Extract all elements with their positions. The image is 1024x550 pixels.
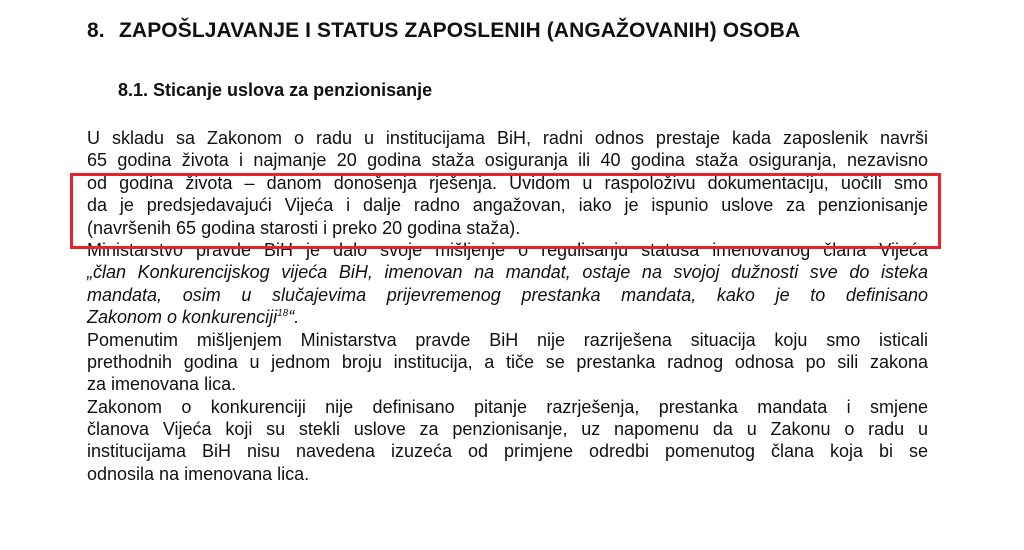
text-line: članova Vijeća koji su stekli uslove za penzionisanje, uz napomenu da u Zakonu o radu u (87, 419, 928, 440)
section-heading (87, 19, 800, 43)
footnote-ref[interactable]: 18 (277, 308, 289, 320)
text-line: institucijama BiH nisu navedena izuzeća od primjene odredbi pomenutog člana koja bi se (87, 441, 928, 462)
text-line: Pomenutim mišljenjem Ministarstva pravde BiH nije razriješena situacija koju smo isticali (87, 329, 928, 350)
text-line: U skladu sa Zakonom o radu u institucijama BiH, radni odnos prestaje kada zaposlenik navrši (87, 128, 928, 148)
text-line: prethodnih godina u jednom broju institucija, a tiče se prestanka radnog odnosa po sili zakona (87, 351, 928, 372)
text-line: Zakonom o konkurenciji nije definisano pitanje razrješenja, prestanka mandata i smjene (87, 396, 928, 417)
quote-close: “. (288, 307, 300, 328)
text-line: 65 godina života i najmanje 20 godina staža osiguranja ili 40 godina staža osiguranja, nezavisno (87, 150, 928, 171)
text-line: od godina života – danom donošenja rješenja. Uvidom u raspoloživu dokumentaciju, uočili smo (87, 172, 928, 193)
body-text (87, 127, 928, 485)
text-line: odnosila na imenovana lica. (87, 463, 310, 484)
subsection-heading: 8.1. Sticanje uslova za penzionisanje (118, 80, 433, 100)
section-number: 8. (87, 19, 105, 42)
text-line: za imenovana lica. (87, 374, 237, 395)
text-line: da je predsjedavajući Vijeća i dalje radno angažovan, iako je ispunio uslove za penzionisanje (87, 195, 928, 216)
quote-line: mandata, osim u slučajevima prijevremenog prestanka mandata, kako je to definisano (87, 284, 928, 305)
quote-line-last (87, 306, 928, 328)
text-line: Ministarstvo pravde BiH je dalo svoje mišljenje o regulisanju statusa imenovanog člana Vijeća (87, 239, 928, 260)
quote-line: „član Konkurencijskog vijeća BiH, imenovan na mandat, ostaje na svojoj dužnosti sve do isteka (87, 262, 928, 283)
quote-text: Zakonom o konkurenciji (87, 307, 278, 328)
section-title: ZAPOŠLJAVANJE I STATUS ZAPOSLENIH (ANGAŽOVANIH) OSOBA (119, 19, 801, 42)
text-line: (navršenih 65 godina starosti i preko 20 godina staža). (87, 217, 521, 238)
